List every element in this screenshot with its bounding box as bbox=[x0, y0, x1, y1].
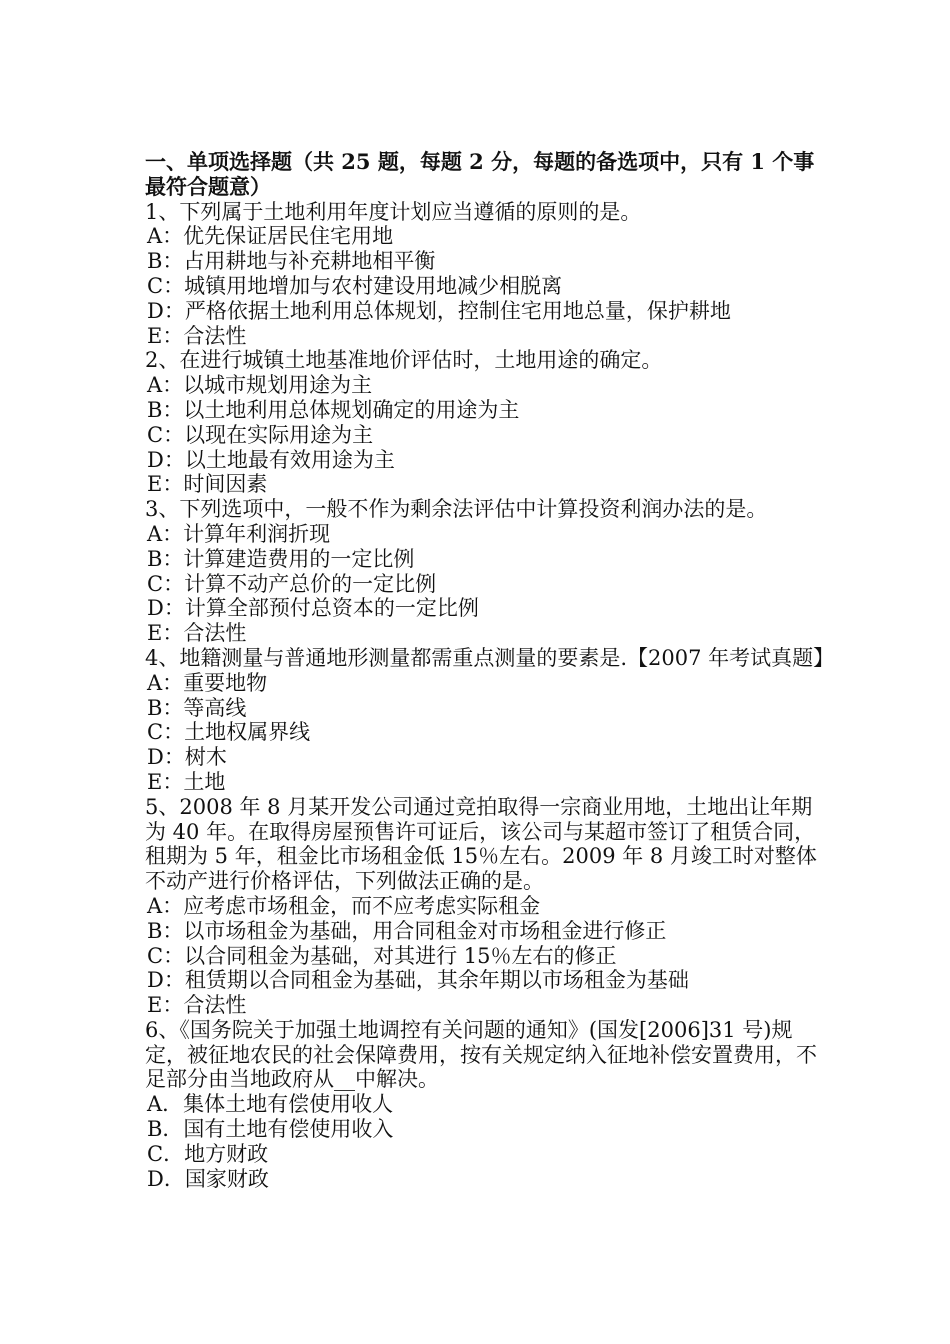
question-3 bbox=[145, 497, 825, 646]
option-b: B．国有土地有偿使用收入 bbox=[147, 1117, 394, 1142]
option-e: E：土地 bbox=[147, 769, 226, 794]
option-b: B：计算建造费用的一定比例 bbox=[147, 546, 415, 571]
question-1 bbox=[145, 200, 825, 349]
question-stem: 3、下列选项中，一般不作为剩余法评估中计算投资利润办法的是。 bbox=[145, 497, 768, 522]
option-c: C：以合同租金为基础，对其进行 15％左右的修正 bbox=[147, 943, 617, 968]
option-d: D：树木 bbox=[147, 745, 227, 770]
option-d: D：以土地最有效用途为主 bbox=[147, 447, 395, 472]
question-stem: 5、2008 年 8 月某开发公司通过竞拍取得一宗商业用地，土地出让年期为 40 年。在取得房屋预售许可证后，该公司与某超市签订了租赁合同，租期为 5 年，租金比市场租金低 15％左右。2009 年 8 月竣工时对整体不动产进行价格评估，下列做法正确的是。 bbox=[145, 794, 817, 894]
option-c: C：计算不动产总价的一定比例 bbox=[147, 571, 437, 596]
option-d: D：计算全部预付总资本的一定比例 bbox=[147, 596, 479, 621]
question-5 bbox=[145, 795, 825, 1018]
question-stem: 1、下列属于土地利用年度计划应当遵循的原则的是。 bbox=[145, 199, 642, 224]
option-e: E：合法性 bbox=[147, 621, 247, 646]
option-e: E：时间因素 bbox=[147, 472, 268, 497]
question-stem: 4、地籍测量与普通地形测量都需重点测量的要素是.【2007 年考试真题】 bbox=[145, 645, 835, 670]
option-c: C．地方财政 bbox=[147, 1141, 269, 1166]
option-e: E：合法性 bbox=[147, 993, 247, 1018]
option-b: B：以土地利用总体规划确定的用途为主 bbox=[147, 397, 520, 422]
question-6 bbox=[145, 1018, 825, 1192]
option-b: B：以市场租金为基础，用合同租金对市场租金进行修正 bbox=[147, 918, 667, 943]
option-a: A：重要地物 bbox=[147, 670, 268, 695]
option-c: C：土地权属界线 bbox=[147, 720, 311, 745]
option-b: B：占用耕地与补充耕地相平衡 bbox=[147, 249, 436, 274]
option-c: C：以现在实际用途为主 bbox=[147, 422, 374, 447]
question-stem: 6、《国务院关于加强土地调控有关问题的通知》(国发[2006]31 号)规定，被征地农民的社会保障费用，按有关规定纳入征地补偿安置费用，不足部分由当地政府从__中解决。 bbox=[145, 1017, 817, 1092]
option-a: A：应考虑市场租金，而不应考虑实际租金 bbox=[147, 893, 541, 918]
question-stem: 2、在进行城镇土地基准地价评估时，土地用途的确定。 bbox=[145, 348, 663, 373]
document-page bbox=[145, 149, 835, 1191]
option-a: A：以城市规划用途为主 bbox=[147, 373, 373, 398]
option-a: A．集体土地有偿使用收人 bbox=[147, 1092, 394, 1117]
option-e: E：合法性 bbox=[147, 323, 247, 348]
section-title: 一、单项选择题（共 25 题，每题 2 分，每题的备选项中，只有 1 个事最符合题意） bbox=[145, 149, 815, 199]
question-2 bbox=[145, 348, 825, 497]
option-d: D：租赁期以合同租金为基础，其余年期以市场租金为基础 bbox=[147, 968, 689, 993]
option-b: B：等高线 bbox=[147, 695, 247, 720]
option-d: D．国家财政 bbox=[147, 1166, 269, 1191]
option-d: D：严格依据土地利用总体规划，控制住宅用地总量，保护耕地 bbox=[147, 298, 731, 323]
option-c: C：城镇用地增加与农村建设用地减少相脱离 bbox=[147, 273, 563, 298]
question-4 bbox=[145, 645, 835, 795]
option-a: A：优先保证居民住宅用地 bbox=[147, 224, 394, 249]
option-a: A：计算年利润折现 bbox=[147, 521, 331, 546]
